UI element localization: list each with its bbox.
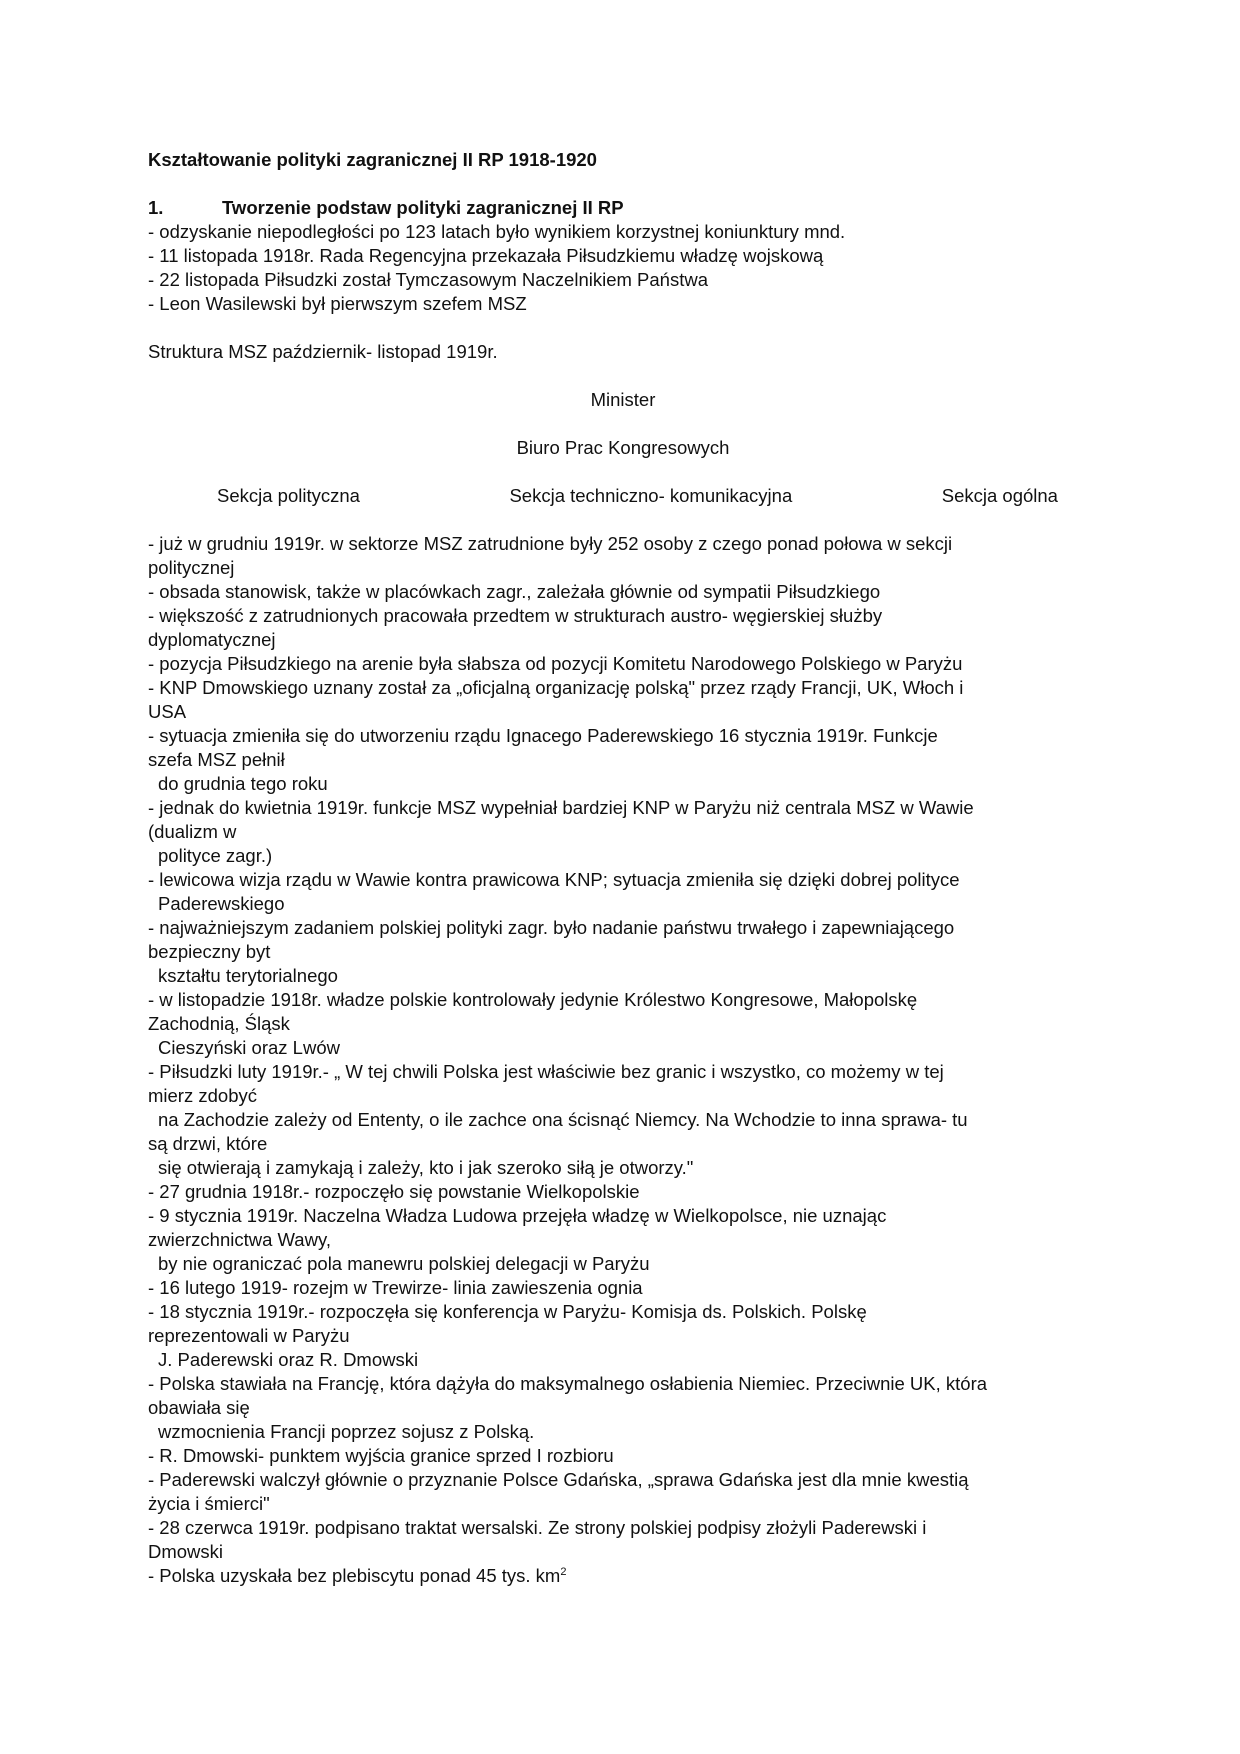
superscript: 2 — [560, 1565, 567, 1578]
body-line: Dmowski — [148, 1541, 224, 1562]
last-line-text: - Polska uzyskała bez plebiscytu ponad 45 tys. km — [148, 1565, 561, 1586]
org-section-general: Sekcja ogólna — [941, 485, 1058, 506]
body-line: Zachodnią, Śląsk — [148, 1013, 290, 1034]
body-line: Cieszyński oraz Lwów — [158, 1037, 340, 1058]
body-line: - już w grudniu 1919r. w sektorze MSZ zatrudnione były 252 osoby z czego ponad połowa w sekcji — [148, 533, 953, 554]
body-line: by nie ograniczać pola manewru polskiej delegacji w Paryżu — [158, 1253, 650, 1274]
body-line: politycznej — [148, 557, 235, 578]
org-section-technical: Sekcja techniczno- komunikacyjna — [509, 485, 793, 506]
body-line: - Paderewski walczył głównie o przyznanie Polsce Gdańska, „sprawa Gdańska jest dla mnie kwestią — [148, 1469, 969, 1490]
body-line: - 18 stycznia 1919r.- rozpoczęła się konferencja w Paryżu- Komisja ds. Polskich. Polskę — [148, 1301, 867, 1322]
body-line: - jednak do kwietnia 1919r. funkcje MSZ wypełniał bardziej KNP w Paryżu niż centrala MSZ w Wawie — [148, 797, 974, 818]
body-line: obawiała się — [148, 1397, 250, 1418]
body-line: - większość z zatrudnionych pracowała przedtem w strukturach austro- węgierskiej służby — [148, 605, 883, 626]
body-line: polityce zagr.) — [158, 845, 273, 866]
bullet-line: - 22 listopada Piłsudzki został Tymczasowym Naczelnikiem Państwa — [148, 269, 709, 290]
section-heading-text: Tworzenie podstaw polityki zagranicznej II RP — [222, 197, 624, 218]
body-line: bezpieczny byt — [148, 941, 271, 962]
body-line: - lewicowa wizja rządu w Wawie kontra prawicowa KNP; sytuacja zmieniła się dzięki dobrej polityce — [148, 869, 960, 890]
body-line: J. Paderewski oraz R. Dmowski — [158, 1349, 419, 1370]
bullet-line: - odzyskanie niepodległości po 123 latach było wynikiem korzystnej koniunktury mnd. — [148, 221, 846, 242]
body-line: się otwierają i zamykają i zależy, kto i jak szeroko siłą je otworzy." — [158, 1157, 694, 1178]
section1-bullets — [148, 220, 1098, 316]
org-minister: Minister — [590, 389, 656, 410]
bullet-line: - Leon Wasilewski był pierwszym szefem MSZ — [148, 293, 527, 314]
org-sections — [148, 484, 1098, 508]
body-line: - 27 grudnia 1918r.- rozpoczęło się powstanie Wielkopolskie — [148, 1181, 640, 1202]
body-line: - Polska stawiała na Francję, która dążyła do maksymalnego osłabienia Niemiec. Przeciwnie UK, która — [148, 1373, 988, 1394]
body-line: mierz zdobyć — [148, 1085, 257, 1106]
body-line: są drzwi, które — [148, 1133, 268, 1154]
document-page — [148, 148, 1098, 1588]
body-line: - obsada stanowisk, także w placówkach zagr., zależała głównie od sympatii Piłsudzkiego — [148, 581, 881, 602]
body-line: - najważniejszym zadaniem polskiej polityki zagr. było nadanie państwu trwałego i zapewniającego — [148, 917, 955, 938]
body-line: - 28 czerwca 1919r. podpisano traktat wersalski. Ze strony polskiej podpisy złożyli Paderewski i — [148, 1517, 927, 1538]
body-line: reprezentowali w Paryżu — [148, 1325, 350, 1346]
last-line — [148, 1564, 1098, 1588]
body-line: - Piłsudzki luty 1919r.- „ W tej chwili Polska jest właściwie bez granic i wszystko, co możemy w tej — [148, 1061, 944, 1082]
body-line: życia i śmierci" — [148, 1493, 270, 1514]
body-line: - 9 stycznia 1919r. Naczelna Władza Ludowa przejęła władzę w Wielkopolsce, nie uznając — [148, 1205, 887, 1226]
body-line: - KNP Dmowskiego uznany został za „oficjalną organizację polską" przez rządy Francji, UK, Włoch i — [148, 677, 964, 698]
org-section-political: Sekcja polityczna — [217, 485, 360, 506]
bullet-line: - 11 listopada 1918r. Rada Regencyjna przekazała Piłsudzkiemu władzę wojskową — [148, 245, 824, 266]
body-line: do grudnia tego roku — [158, 773, 328, 794]
body-line: - R. Dmowski- punktem wyjścia granice sprzed I rozbioru — [148, 1445, 614, 1466]
body-line: wzmocnienia Francji poprzez sojusz z Polską. — [158, 1421, 535, 1442]
body-line: - w listopadzie 1918r. władze polskie kontrolowały jedynie Królestwo Kongresowe, Małopolskę — [148, 989, 918, 1010]
body-line: szefa MSZ pełnił — [148, 749, 285, 770]
body-line: - sytuacja zmieniła się do utworzeniu rządu Ignacego Paderewskiego 16 stycznia 1919r. Funkcje — [148, 725, 938, 746]
body-text — [148, 532, 1098, 1564]
body-line: USA — [148, 701, 187, 722]
structure-caption: Struktura MSZ październik- listopad 1919r. — [148, 341, 498, 362]
section-number: 1. — [148, 197, 164, 218]
org-bureau: Biuro Prac Kongresowych — [516, 437, 730, 458]
body-line: - pozycja Piłsudzkiego na arenie była słabsza od pozycji Komitetu Narodowego Polskiego w Paryżu — [148, 653, 963, 674]
section-heading — [148, 196, 1098, 220]
body-line: (dualizm w — [148, 821, 237, 842]
body-line: na Zachodzie zależy od Ententy, o ile zachce ona ścisnąć Niemcy. Na Wchodzie to inna sprawa- tu — [158, 1109, 968, 1130]
body-line: kształtu terytorialnego — [158, 965, 338, 986]
body-line: Paderewskiego — [158, 893, 285, 914]
body-line: - 16 lutego 1919- rozejm w Trewirze- linia zawieszenia ognia — [148, 1277, 643, 1298]
body-line: zwierzchnictwa Wawy, — [148, 1229, 331, 1250]
body-line: dyplomatycznej — [148, 629, 276, 650]
document-title: Kształtowanie polityki zagranicznej II RP 1918-1920 — [148, 149, 597, 170]
